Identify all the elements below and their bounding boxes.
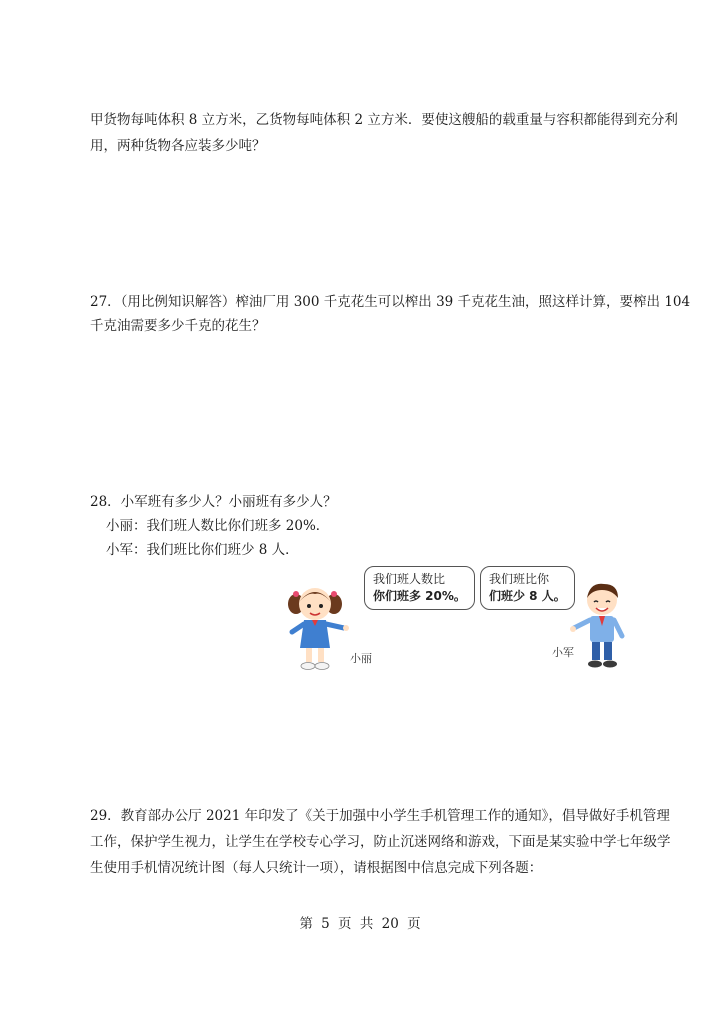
q29-line-2: 工作，保护学生视力，让学生在学校专心学习，防止沉迷网络和游戏，下面是某实验中学七年级学 xyxy=(90,834,671,850)
xiaojun-name-label: 小军 xyxy=(552,646,574,659)
q27-line-1: 27．（用比例知识解答）榨油厂用 300 千克花生可以榨出 39 千克花生油，照这样计算，要榨出 104 xyxy=(90,294,691,310)
q28-xiaoli-statement: 小丽：我们班人数比你们班多 20%． xyxy=(106,518,330,534)
xiaoli-bubble-line-1: 我们班人数比 xyxy=(373,572,446,586)
q26-line-2: 用，两种货物各应装多少吨？ xyxy=(90,138,266,154)
q26-line-1: 甲货物每吨体积 8 立方米，乙货物每吨体积 2 立方米．要使这艘船的载重量与容积都能得到充分利 xyxy=(90,112,678,128)
q27-line-2: 千克油需要多少千克的花生？ xyxy=(90,318,266,334)
page-number-footer: 第 5 页 共 20 页 xyxy=(299,916,421,932)
boy-figure xyxy=(570,580,630,672)
q28-xiaojun-statement: 小军：我们班比你们班少 8 人． xyxy=(106,542,299,558)
xiaojun-bubble-line-2: 们班少 8 人。 xyxy=(489,589,566,603)
xiaoli-speech-bubble xyxy=(364,566,475,610)
q29-line-1: 29．教育部办公厅 2021 年印发了《关于加强中小学生手机管理工作的通知》，倡导做好手机管理 xyxy=(90,808,670,824)
xiaoli-name-label: 小丽 xyxy=(350,652,372,665)
xiaojun-bubble-line-1: 我们班比你 xyxy=(489,572,550,586)
xiaoli-bubble-line-2: 你们班多 20%。 xyxy=(373,589,466,603)
xiaojun-speech-bubble xyxy=(480,566,575,610)
q28-question: 28．小军班有多少人？小丽班有多少人？ xyxy=(90,494,337,510)
q28-illustration xyxy=(282,560,632,675)
q29-line-3: 生使用手机情况统计图（每人只统计一项），请根据图中信息完成下列各题： xyxy=(90,860,543,876)
